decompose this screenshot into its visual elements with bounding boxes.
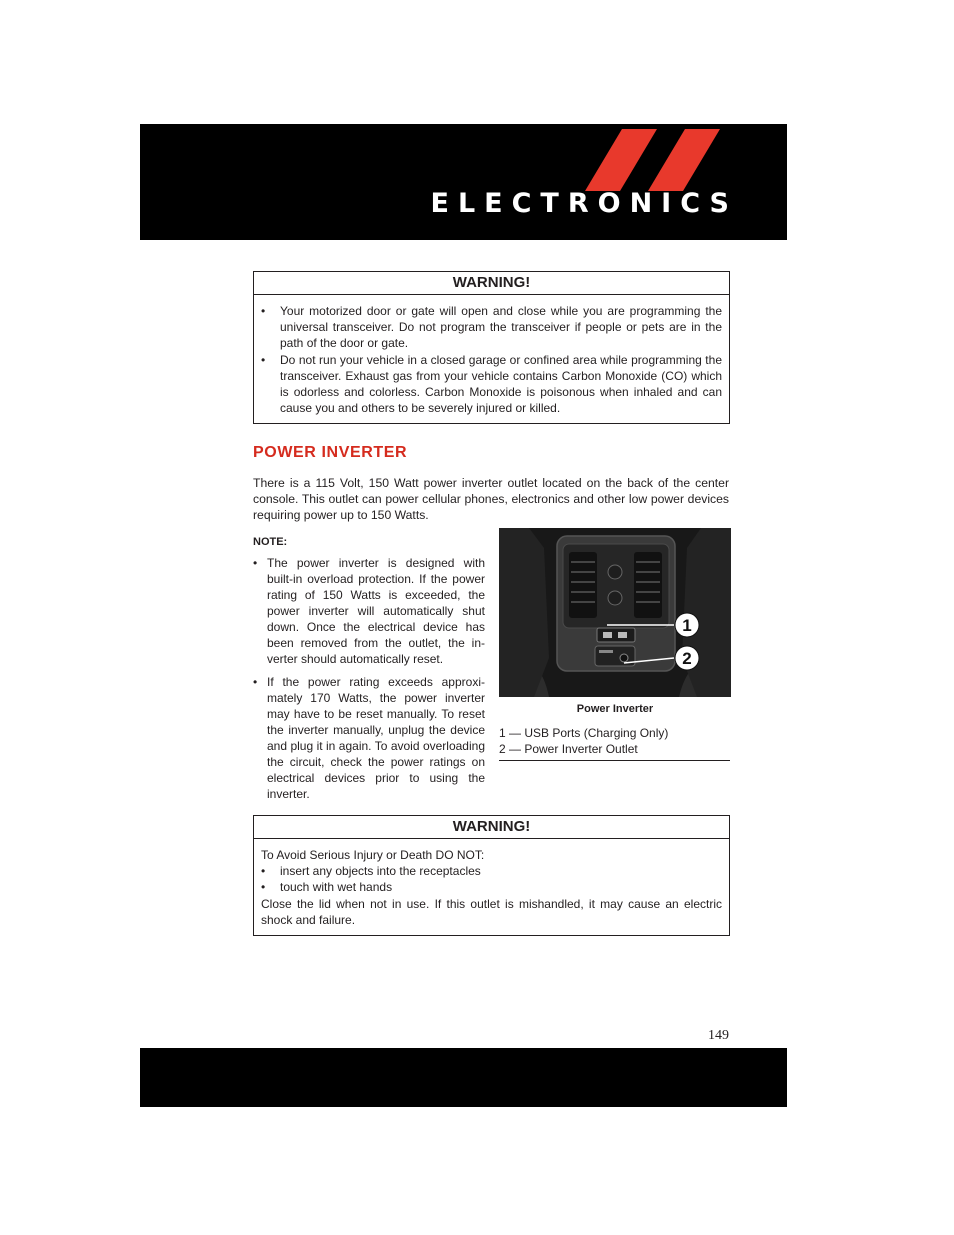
section-intro: There is a 115 Volt, 150 Watt power inverter outlet located on the back of the center console. This outlet can power cellular phones, electronics and other low power devices requiring power up to 150 Watts. (253, 476, 729, 522)
note-item: • If the power rating exceeds approxi-mately 170 Watts, the power inverter may have to be reset manually. To reset the inverter manually, unplug the device and plug it in again. To avoid overloading the circuit, check the power ratings on electrical devices prior to using the inverter. (253, 675, 485, 801)
warning-box-programming (253, 271, 730, 424)
figure-legend (499, 725, 730, 761)
warning-title: WARNING! (254, 272, 729, 295)
section-heading: POWER INVERTER (253, 444, 408, 461)
warning-bullet: • Do not run your vehicle in a closed garage or confined area while programming the transceiver. Exhaust gas from your vehicle contains Carbon Monoxide (CO) which is odorless and colorless. Carbon Monoxide is poisonous when inhaled and can cause you and others to be severely injured or killed. (261, 352, 722, 416)
warning-box-inverter (253, 815, 730, 936)
footer-band (140, 1048, 787, 1107)
warning-bullet: • touch with wet hands (261, 880, 393, 895)
chapter-title: ELECTRONICS (430, 188, 738, 219)
warning-bullet: • Your motorized door or gate will open and close while you are programming the universal transceiver. Do not program the transceiver if people or pets are in the path of the door or gate. (261, 304, 722, 351)
callout-2: 2 (682, 649, 692, 668)
note-label: NOTE: (253, 536, 288, 548)
figure-caption: Power Inverter (576, 703, 654, 715)
note-item: • The power inverter is designed with built-in overload protection. If the power rating of 150 Watts is exceeded, the power inverter will automatically shut down. Once the electrical device has been removed from the outlet, the in-verter should automatically reset. (253, 556, 485, 666)
warning-title: WARNING! (254, 816, 729, 839)
warning-closing: Close the lid when not in use. If this outlet is mishandled, it may cause an electric shock and failure. (261, 896, 722, 927)
note-block (253, 534, 485, 809)
warning-bullet: • insert any objects into the receptacles (261, 864, 481, 879)
warning-lead: To Avoid Serious Injury or Death DO NOT: (261, 848, 485, 862)
brand-stripes-logo (585, 129, 725, 191)
page-number: 149 (708, 1028, 729, 1043)
legend-item: 1 — USB Ports (Charging Only) (499, 726, 669, 740)
callout-1: 1 (682, 616, 692, 635)
power-inverter-photo (499, 528, 731, 697)
legend-item: 2 — Power Inverter Outlet (499, 742, 638, 756)
